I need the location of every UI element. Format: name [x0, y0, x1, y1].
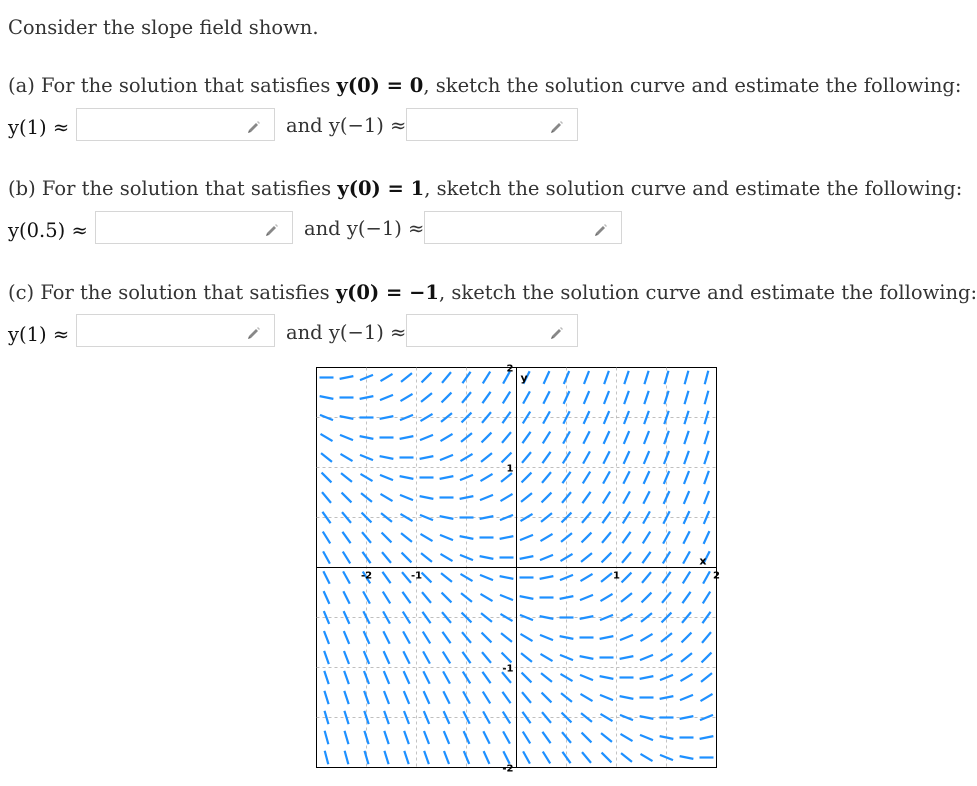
intro-text: Consider the slope field shown.: [8, 16, 319, 39]
pencil-icon[interactable]: [246, 118, 262, 134]
part-c-first-label: y(1) ≈: [8, 323, 70, 346]
part-b-question: (b) For the solution that satisfies y(0) = 1, sketch the solution curve and estimate the following:: [8, 177, 963, 200]
x-axis-label: x: [699, 554, 707, 568]
x-tick-label: 1: [613, 570, 620, 582]
pencil-icon[interactable]: [264, 221, 280, 237]
part-a-first-label: y(1) ≈: [8, 116, 70, 139]
part-b-second-label: and y(−1) ≈: [304, 217, 425, 240]
y-tick-label: -2: [502, 763, 514, 775]
part-c-second-label: and y(−1) ≈: [286, 321, 407, 344]
pencil-icon[interactable]: [593, 221, 609, 237]
part-a-second-label: and y(−1) ≈: [286, 114, 407, 137]
part-a-question: (a) For the solution that satisfies y(0) = 0, sketch the solution curve and estimate the following:: [8, 74, 962, 97]
part-b-first-input[interactable]: [95, 211, 293, 244]
part-c-first-input[interactable]: [76, 314, 275, 347]
x-tick-label: -1: [410, 570, 423, 582]
x-tick-label: -2: [360, 570, 373, 582]
slope-field-graph: [316, 363, 720, 775]
y-tick-label: -1: [502, 663, 514, 675]
pencil-icon[interactable]: [549, 324, 565, 340]
part-c-question: (c) For the solution that satisfies y(0) = −1, sketch the solution curve and estimate the following:: [8, 281, 977, 304]
y-axis-label: y: [520, 371, 528, 385]
part-a-second-input[interactable]: [406, 108, 578, 141]
y-tick-label: 2: [506, 363, 514, 375]
pencil-icon[interactable]: [549, 118, 565, 134]
x-tick-label: 2: [713, 570, 720, 582]
part-b-second-input[interactable]: [424, 211, 622, 244]
y-tick-label: 1: [506, 463, 514, 475]
part-b-first-label: y(0.5) ≈: [8, 219, 88, 242]
part-a-first-input[interactable]: [76, 108, 275, 141]
part-c-second-input[interactable]: [406, 314, 578, 347]
pencil-icon[interactable]: [246, 324, 262, 340]
